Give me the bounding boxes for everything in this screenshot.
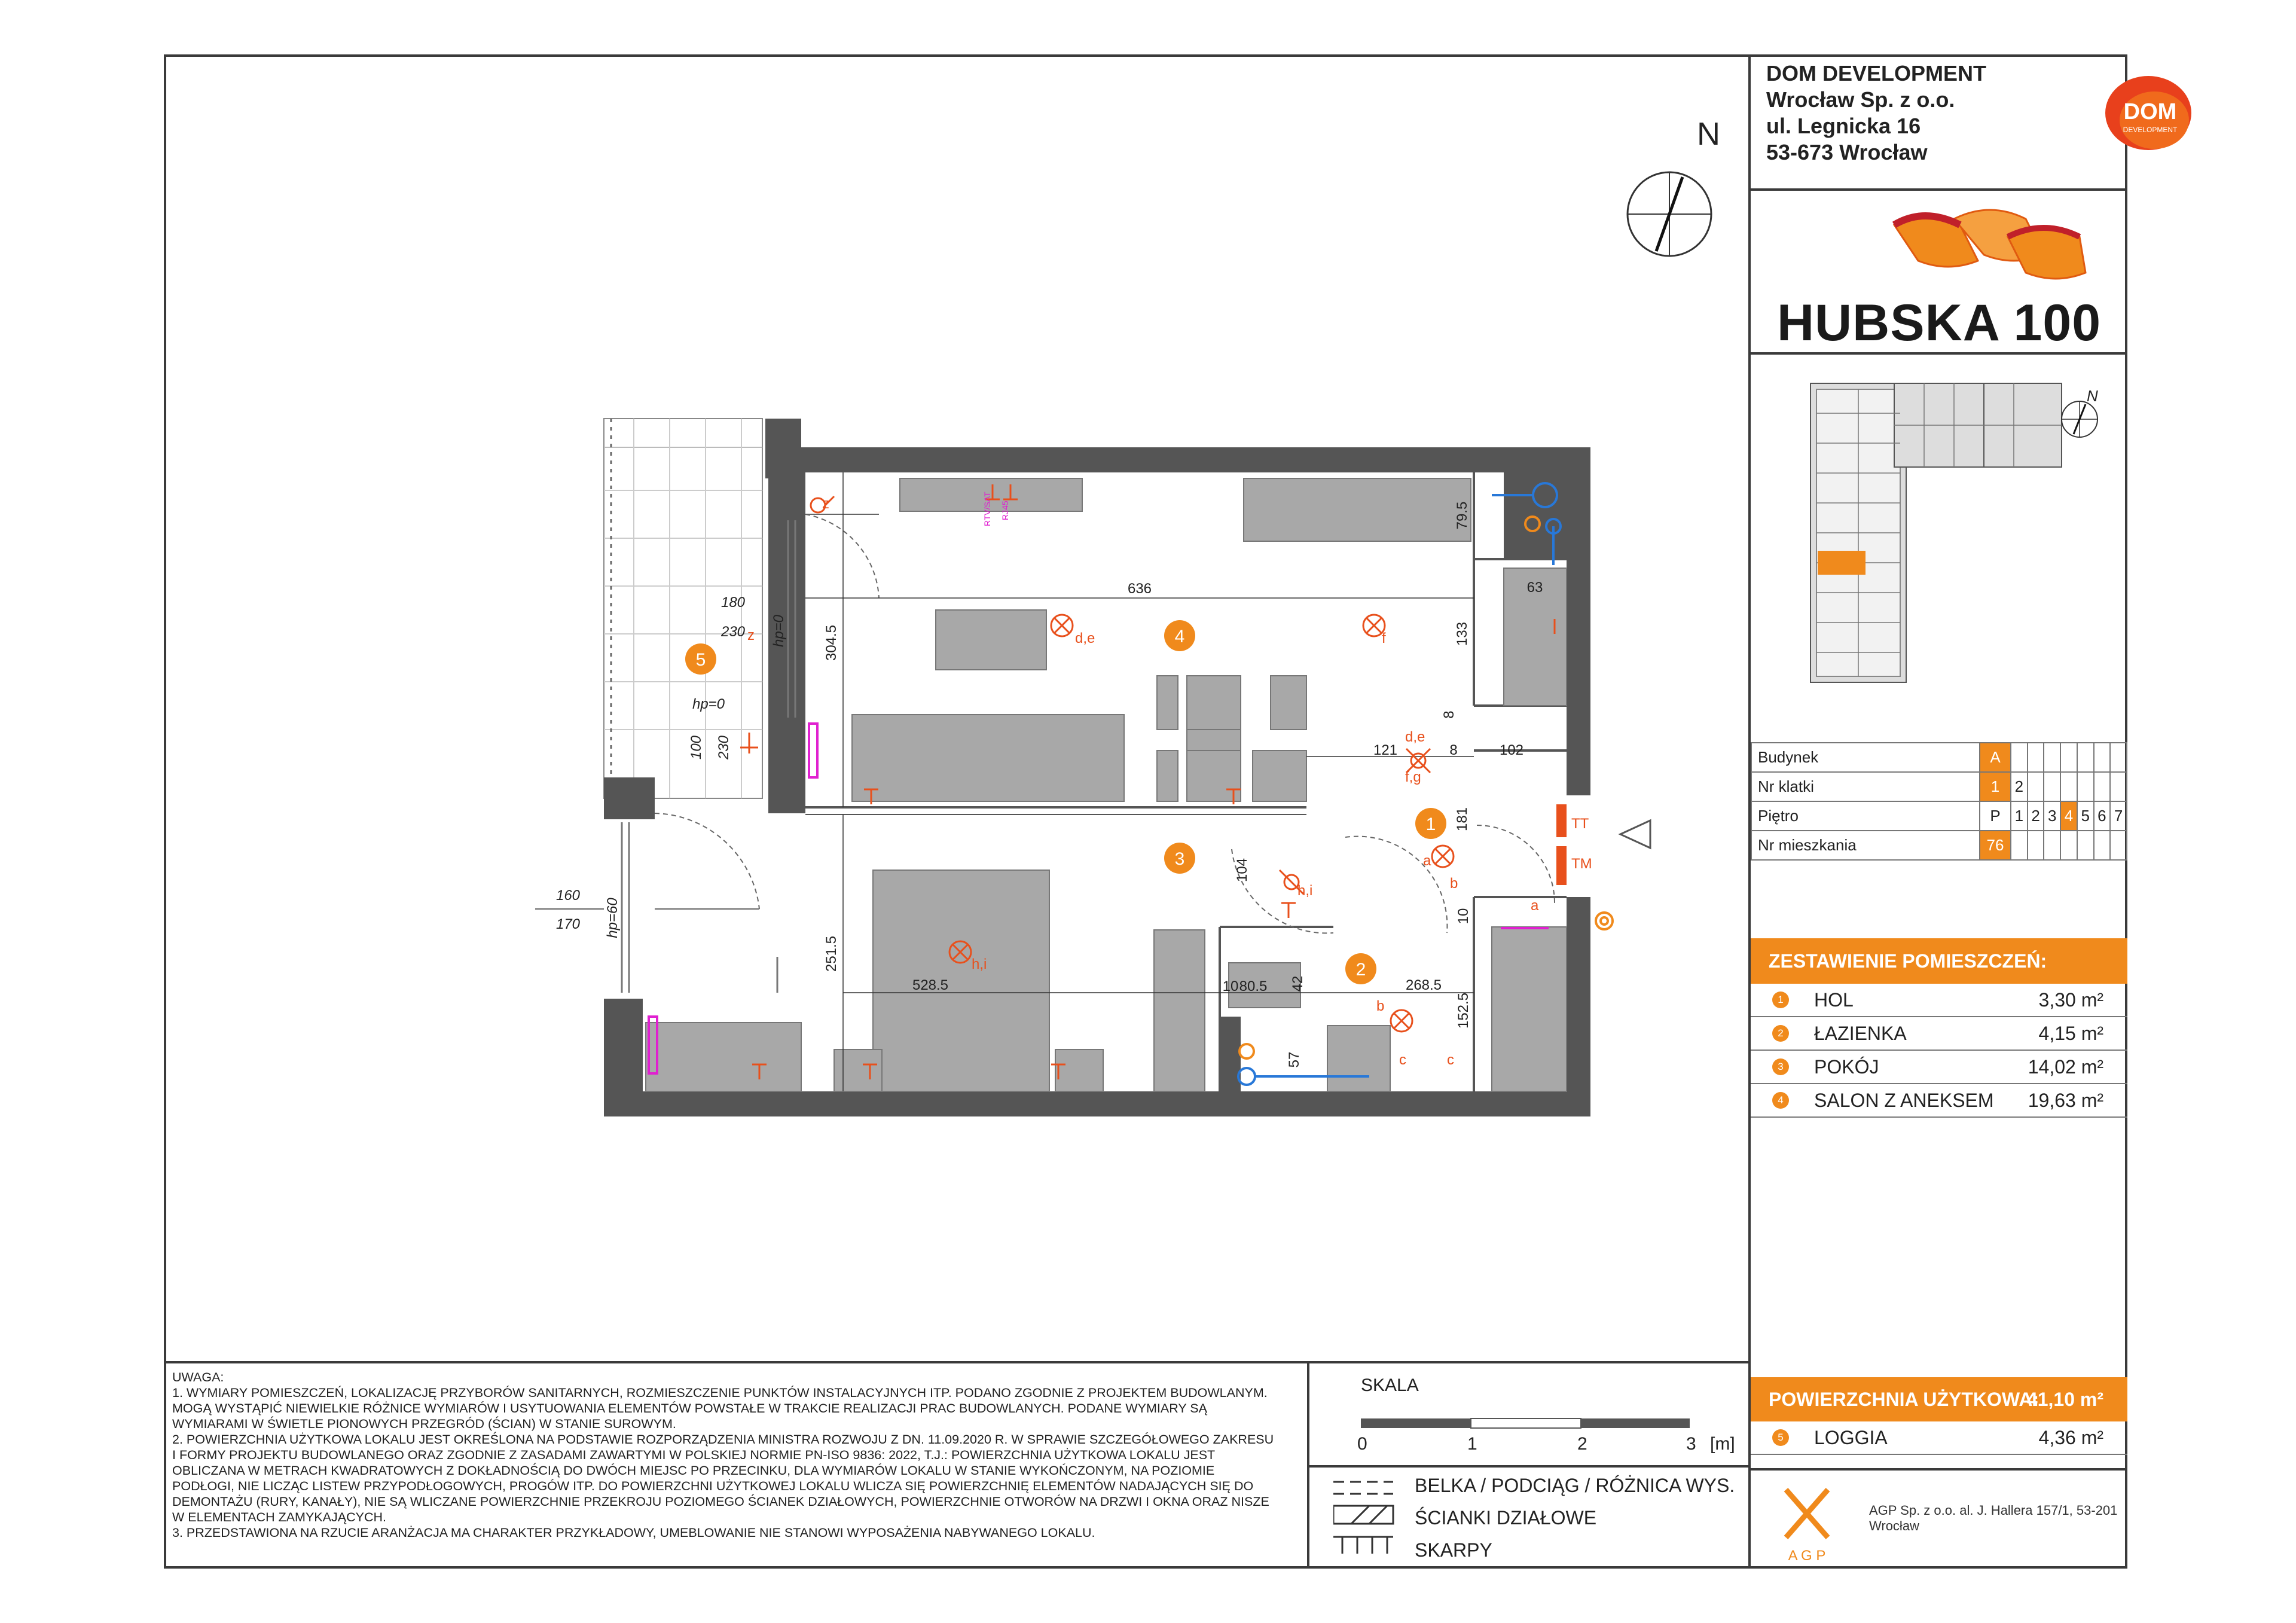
info-panel [1748,54,2178,1569]
hp-label-1: hp=0 [771,614,787,648]
loggia-num: 5 [1772,1429,1789,1446]
notes-line: OBLICZANA W METRACH KWADRATOWYCH Z DOKŁADNOŚCIĄ DO DWÓCH MIEJSC PO PRZECINKU, DLA WYMIARÓW LOKALU W STANIE WYKOŃCZONYM, NA POZIOMIE [172,1463,1215,1478]
dim-57: 57 [1286,1051,1302,1068]
floor-cell: 5 [2077,801,2094,831]
symbol-label: d,e [1405,729,1425,745]
symbol-label: b [1376,998,1385,1014]
company-line: ul. Legnicka 16 [1766,114,1921,138]
symbol-label: a [1423,853,1431,869]
loggia-area: 4,36 m² [2038,1427,2103,1448]
symbol-label: f [1382,630,1386,646]
stairwell-label: Nr klatki [1751,772,1980,801]
building-label: Budynek [1751,743,1980,772]
notes-line: W ELEMENTACH ZAMYKAJĄCYCH. [172,1510,386,1524]
room-num: 3 [1772,1058,1789,1075]
rtv-label: RTV/SAT [982,492,992,526]
riser-tm: TM [1571,856,1592,872]
notes-line: DEMONTAŻU (RURY, KANAŁY), NIE SĄ WLICZANE POWIERZCHNIE PRZEKROJU POZIOMEGO ŚCIANEK DZIAŁOWYCH, POWIERZCHNIE OTWORÓW NA DRZWI I OKNA ORAZ NISZE [172,1494,1269,1509]
symbol-label: z [822,496,829,512]
north-label: N [1697,116,1720,152]
dim-102: 102 [1499,742,1524,758]
room-num: 2 [1772,1025,1789,1042]
hp-label-2: hp=0 [692,696,725,712]
scale-title: SKALA [1361,1375,1419,1395]
room-name: SALON Z ANEKSEM [1814,1090,1994,1111]
room-marker-2: 2 [1355,960,1366,980]
dim-170: 170 [555,916,581,932]
ceiling-light-icon [1051,615,1073,636]
logo-subtext: DEVELOPMENT [2123,126,2178,134]
entrance-arrow-icon [1620,820,1650,848]
dim-181: 181 [1454,807,1470,832]
legend-slope: SKARPY [1415,1539,1492,1561]
logo-text: DOM [2123,99,2177,124]
apartment-value: 76 [1980,831,2011,860]
symbol-label: h,i [972,956,987,972]
film-strip-logo [1888,195,2092,291]
floor-cell: 6 [2094,801,2111,831]
dim-42: 80.5 [1239,978,1268,994]
north-arrow-icon [1628,172,1711,256]
room-area: 4,15 m² [2038,1023,2103,1044]
dim-80-5: 42 [1290,975,1306,992]
room-area: 14,02 m² [2028,1056,2103,1078]
dom-development-logo [2097,72,2205,165]
legend-box [1307,1363,1748,1566]
room-name: ŁAZIENKA [1814,1023,1907,1044]
company-address [1766,60,1986,166]
symbol-label: h,i [1297,883,1313,899]
usable-area-label: POWIERZCHNIA UŻYTKOWA: [1769,1389,2039,1410]
dim-636: 636 [1127,581,1152,597]
ceiling-light-icon [1432,846,1454,867]
notes-block [172,1369,1470,1540]
notes-line: 3. PRZEDSTAWIONA NA RZUCIE ARANŻACJA MA CHARAKTER PRZYKŁADOWY, UMEBLOWANIE NIE STANOWI WYPOSAŻENIA NABYWANEGO LOKALU. [172,1526,1095,1540]
notes-line: I FORMY PROJEKTU BUDOWLANEGO ORAZ ZGODNIE Z ZASADAMI ZAWARTYMI W POLSKIEJ NORMIE PN-ISO 9836: 2022, T.J.: POWIERZCHNIA UŻYTKOWA LOKALU JEST [172,1448,1216,1462]
dim-268-5: 268.5 [1405,977,1442,993]
room-marker-4: 4 [1174,627,1185,646]
scale-tick: 3 [1686,1434,1696,1454]
floor-plan [164,54,1748,1358]
agp-logo-text: A G P [1788,1548,1826,1564]
dim-152-5: 152.5 [1455,992,1471,1029]
panel-divider [1751,188,2127,191]
room-row [1751,1084,2127,1118]
notes-line: WYMIARAMI W ŚWIETLE PIONOWYCH PRZEGRÓD (ŚCIAN) W STANIE SUROWYM. [172,1417,676,1431]
room-num: 4 [1772,1092,1789,1109]
floor-row [1751,801,2127,831]
notes-line: 1. WYMIARY POMIESZCZEŃ, LOKALIZACJĘ PRZYBORÓW SANITARNYCH, ROZMIESZCZENIE PUNKTÓW INSTALACYJNYCH ITP. PODANO ZGODNIE Z PROJEKTEM BUDOWLANYM. [172,1386,1268,1400]
loggia-name: LOGGIA [1814,1427,1888,1448]
symbol-label: a [1531,898,1539,914]
floor-label: Piętro [1751,801,1980,831]
dim-79-5: 79.5 [1454,501,1470,530]
dim-loggia-230a: 230 [720,624,746,640]
symbol-label: c [1399,1052,1406,1068]
room-name: HOL [1814,989,1854,1011]
dim-251-5: 251.5 [823,935,839,972]
symbol-label: c [1447,1052,1454,1068]
apartment-info-table [1751,742,2127,861]
partition-wall-icon [1333,1506,1393,1524]
stairwell-row [1751,772,2127,801]
symbol-label: d,e [1075,630,1095,646]
scale-unit: [m] [1710,1434,1735,1454]
apartment-row [1751,831,2127,860]
key-north-icon [2062,387,2098,437]
dim-104: 104 [1234,858,1250,883]
room-marker-3: 3 [1174,849,1185,869]
building-row [1751,743,2127,772]
ceiling-light-icon [1391,1010,1412,1032]
agp-logo [1777,1484,1843,1567]
rj45-label: RJ45 [1000,501,1010,520]
symbol-label: f,g [1405,769,1421,785]
symbol-label: b [1450,875,1458,892]
dim-10b: 10 [1222,978,1239,994]
scale-tick: 1 [1467,1434,1477,1454]
dim-160: 160 [555,887,581,904]
notes-line: PODŁOGI, NIE LICZĄC LISTEW PRZYPODŁOGOWYCH, PROGÓW ITP. DO POWIERZCHNI UŻYTKOWEJ LOKALU WLICZA SIĘ POWIERZCHNIĘ ELEMENTÓW NADAJĄCYCH SIĘ DO [172,1479,1254,1493]
slope-icon [1333,1537,1393,1554]
loggia-row [1751,1421,2127,1455]
floor-cell: 3 [2044,801,2060,831]
panel-divider [1751,1468,2127,1471]
notes-line: 2. POWIERZCHNIA UŻYTKOWA LOKALU JEST OKREŚLONA NA PODSTAWIE ROZPORZĄDZENIA MINISTRA ROZWOJU Z DN. 11.09.2020 R. W SPRAWIE SZCZEGÓŁOWEGO ZAKRESU [172,1432,1274,1447]
room-row [1751,1051,2127,1084]
legend-partition: ŚCIANKI DZIAŁOWE [1415,1507,1597,1529]
room-num: 1 [1772,992,1789,1008]
beam-icon [1333,1482,1393,1494]
risers [1556,804,1650,885]
apartment-label: Nr mieszkania [1751,831,1980,860]
floor-cell: 1 [2011,801,2028,831]
building-value: A [1980,743,2011,772]
project-title: HUBSKA 100 [1776,294,2102,352]
floor-cell: 4 [2060,801,2077,831]
dim-loggia-100: 100 [688,735,704,760]
legend-divider [1309,1465,1748,1468]
company-line: Wrocław Sp. z o.o. [1766,87,1955,112]
socket-icon [740,733,758,753]
rooms-section-title: ZESTAWIENIE POMIESZCZEŃ: [1751,938,2127,984]
socket-icon [1281,903,1296,918]
notes-line: MOGĄ WYSTĄPIĆ NIEWIELKIE RÓŻNICE WYMIARÓW I USYTUOWANIA ELEMENTÓW POWSTAŁE W TRAKCIE REALIZACJI PRAC BUDOWLANYCH. PODANE WYMIARY SĄ [172,1401,1207,1415]
room-row [1751,984,2127,1017]
scale-tick: 0 [1357,1434,1367,1454]
riser-tt: TT [1571,816,1589,832]
room-row [1751,1017,2127,1051]
scale-bar [1361,1417,1696,1435]
hp-label-3: hp=60 [604,898,621,938]
floor-cell: 2 [2028,801,2044,831]
key-plan [1805,377,2103,712]
dim-8a: 8 [1441,710,1457,719]
notes-title: UWAGA: [172,1370,224,1384]
room-name: POKÓJ [1814,1056,1879,1078]
dim-8b: 8 [1449,742,1458,758]
dim-loggia-230b: 230 [716,735,732,760]
legend-icons [1333,1477,1399,1555]
room-marker-5: 5 [695,650,706,670]
dim-10a: 10 [1455,908,1471,925]
room-marker-1: 1 [1425,814,1436,834]
legend-beam: BELKA / PODCIĄG / RÓŻNICA WYS. [1415,1475,1735,1496]
dim-133: 133 [1454,621,1470,646]
dim-loggia-180: 180 [720,594,746,611]
usable-area-value: 41,10 m² [2026,1389,2103,1410]
floor-cell: 7 [2110,801,2127,831]
stairwell-cell: 1 [1980,772,2011,801]
dim-528-5: 528.5 [912,977,949,993]
key-north-label: N [2087,387,2098,405]
floor-cell: P [1980,801,2011,831]
dim-63: 63 [1526,579,1543,596]
stairwell-cell: 2 [2011,772,2028,801]
company-line: 53-673 Wrocław [1766,140,1928,164]
room-area: 19,63 m² [2028,1090,2103,1111]
company-name: DOM DEVELOPMENT [1766,61,1987,86]
key-plan-highlight [1818,551,1866,575]
usable-area-bar [1751,1377,2127,1421]
scale-tick: 2 [1577,1434,1587,1454]
dim-304-5: 304.5 [823,624,839,661]
panel-divider [1751,352,2127,355]
dim-121: 121 [1373,742,1398,758]
symbol-label: z [747,627,755,643]
agp-address: AGP Sp. z o.o. al. J. Hallera 157/1, 53-201 Wrocław [1869,1503,2118,1533]
room-area: 3,30 m² [2038,989,2103,1011]
